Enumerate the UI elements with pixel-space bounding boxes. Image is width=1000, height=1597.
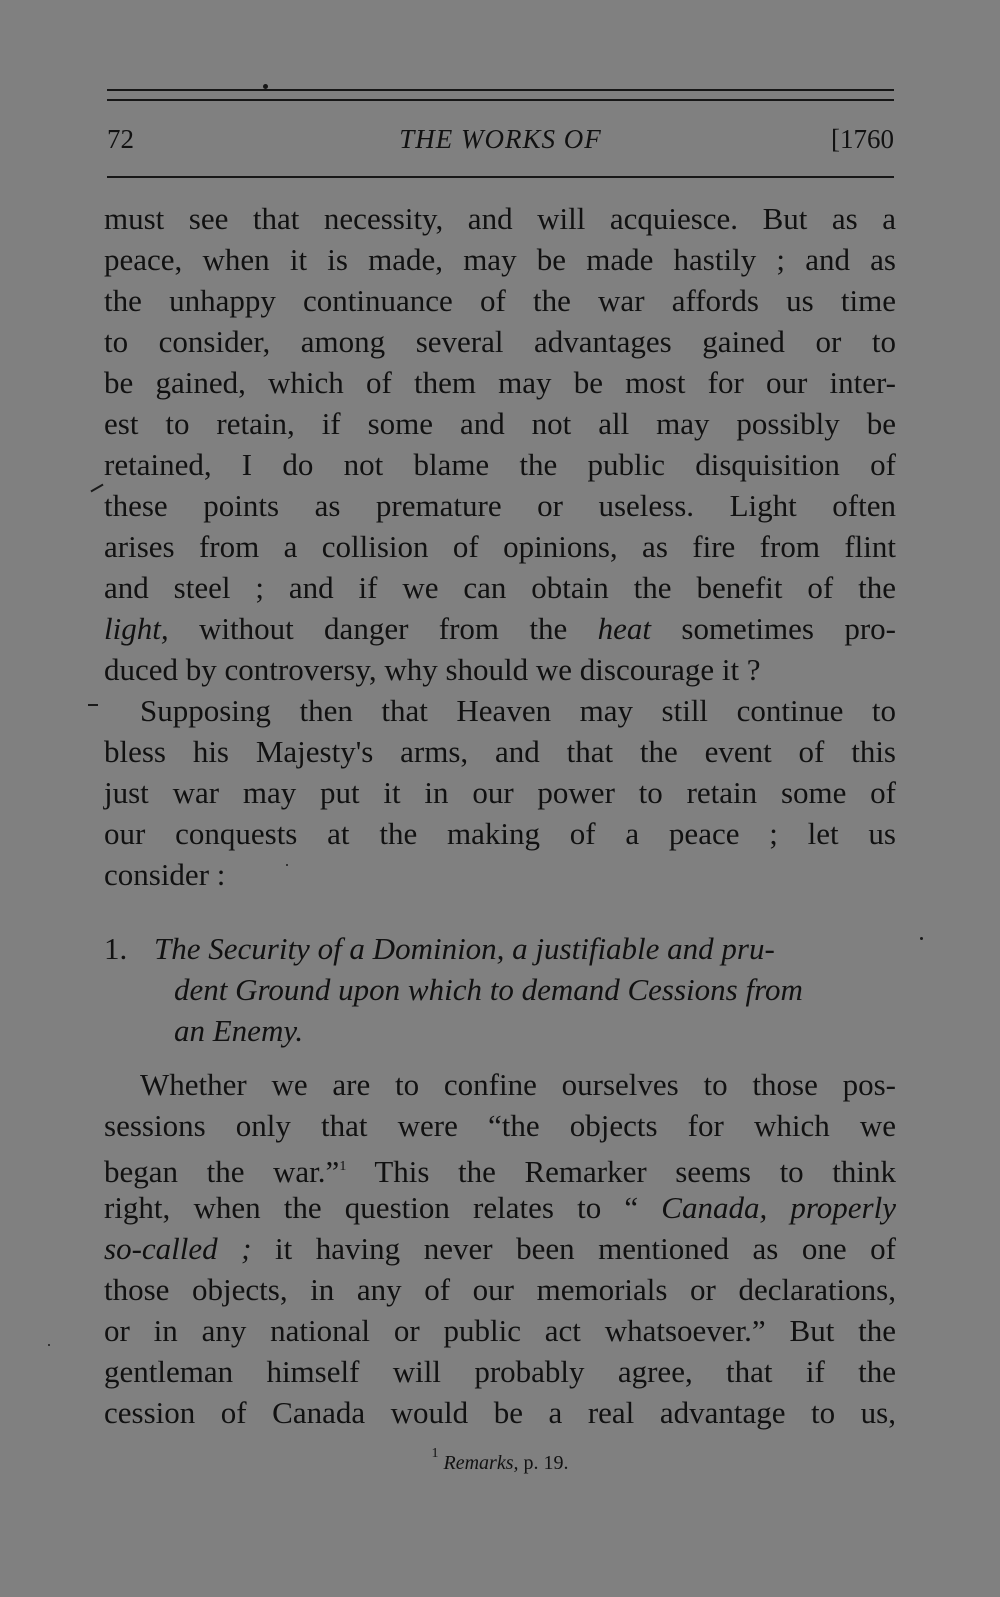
text-line: duced by controversy, why should we discourage it ? [104,652,761,687]
footnote-reference: 1 [339,1159,347,1174]
text-fragment: began the war.” [104,1154,340,1189]
text-fragment: right, when the question relates to “ [104,1190,662,1225]
text-line: sessions only that were “the objects for which we [104,1108,896,1143]
section-heading-line: an Enemy. [174,1013,304,1048]
emphasis-light: light, [104,611,169,646]
body-text-top [104,198,896,895]
top-rule [107,89,894,91]
text-line [104,1146,896,1187]
body-text-bottom [104,1064,896,1433]
paper-speck [286,864,288,866]
section-heading [104,928,896,1051]
text-line: just war may put it in our power to retain some of [104,775,896,810]
text-line: the unhappy continuance of the war affords us time [104,283,896,318]
paper-speck [48,1344,50,1346]
running-head [107,124,894,158]
section-heading-line: dent Ground upon which to demand Cessions from [174,972,803,1007]
text-line: be gained, which of them may be most for our inter- [104,365,896,400]
text-line: arises from a collision of opinions, as fire from flint [104,529,896,564]
text-line: Supposing then that Heaven may still continue to [140,693,896,728]
text-line: to consider, among several advantages gained or to [104,324,896,359]
top-rule-second [107,99,894,101]
text-line [104,608,896,649]
text-line [104,1187,896,1228]
margin-mark [90,484,103,493]
text-line: these points as premature or useless. Light often [104,488,896,523]
text-line: peace, when it is made, may be made hastily ; and as [104,242,896,277]
text-fragment: it having never been mentioned as one of [251,1231,896,1266]
emphasis-so-called: so-called ; [104,1231,252,1266]
paper-speck [920,937,923,940]
text-line: bless his Majesty's arms, and that the event of this [104,734,896,769]
text-line: must see that necessity, and will acquiesce. But as a [104,201,896,236]
text-fragment: This the Remarker seems to think [346,1154,896,1189]
section-heading-line [104,928,896,969]
head-rule [107,176,894,178]
footnote-page: p. 19. [518,1452,569,1474]
text-fragment: sometimes pro- [651,611,896,646]
margin-mark [88,704,98,706]
text-line: or in any national or public act whatsoever.” But the [104,1313,896,1348]
text-line: Whether we are to confine ourselves to those pos- [140,1067,896,1102]
section-number: 1. [104,931,128,966]
text-line: gentleman himself will probably agree, that if the [104,1354,896,1389]
section-title: The Security of a Dominion, a justifiable and pru- [154,931,775,966]
text-line: and steel ; and if we can obtain the benefit of the [104,570,896,605]
emphasis-heat: heat [597,611,652,646]
footnote-mark: 1 [431,1446,439,1461]
running-year: [1760 [831,124,894,154]
text-line: those objects, in any of our memorials or declarations, [104,1272,896,1307]
footnote-source: Remarks, [443,1452,519,1474]
text-line: consider : [104,857,226,892]
text-line: retained, I do not blame the public disquisition of [104,447,896,482]
emphasis-canada: Canada, properly [661,1190,896,1225]
text-fragment: without danger from the [168,611,598,646]
footnote [0,1446,1000,1475]
text-line [104,1228,896,1269]
running-title: THE WORKS OF [399,124,602,154]
text-line: our conquests at the making of a peace ; let us [104,816,896,851]
text-line: cession of Canada would be a real advantage to us, [104,1395,896,1430]
page-number: 72 [107,124,134,154]
text-line: est to retain, if some and not all may possibly be [104,406,896,441]
